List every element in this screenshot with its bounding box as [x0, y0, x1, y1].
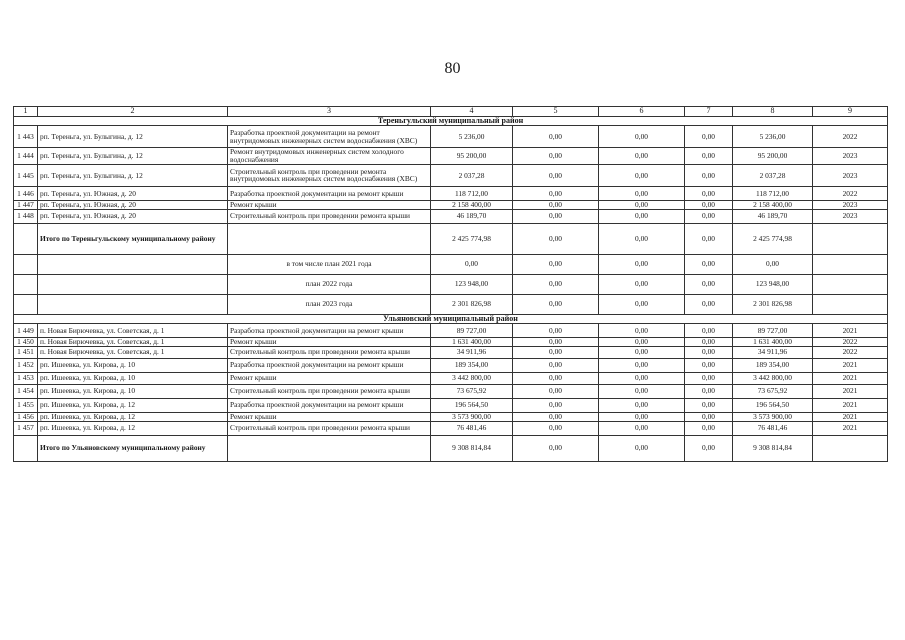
- owner-funds-cell: 2 301 826,98: [733, 294, 813, 314]
- address-cell: рп. Ишеевка, ул. Кирова, д. 10: [38, 358, 228, 372]
- capital-repair-table: [13, 106, 888, 462]
- address-cell: рп. Тереньга, ул. Южная, д. 20: [38, 200, 228, 209]
- year-cell: 2022: [813, 346, 888, 358]
- header-cell: 6: [599, 107, 685, 117]
- owner-funds-cell: 0,00: [733, 254, 813, 274]
- owner-funds-cell: 46 189,70: [733, 209, 813, 223]
- header-cell: 9: [813, 107, 888, 117]
- value-cell: 0,00: [685, 398, 733, 412]
- plan-label: план 2022 года: [228, 274, 431, 294]
- total-cost-cell: 118 712,00: [431, 186, 513, 200]
- value-cell: 0,00: [513, 126, 599, 148]
- value-cell: 0,00: [513, 209, 599, 223]
- owner-funds-cell: 3 573 900,00: [733, 412, 813, 421]
- address-cell: рп. Ишеевка, ул. Кирова, д. 10: [38, 384, 228, 398]
- total-cost-cell: 73 675,92: [431, 384, 513, 398]
- row-number: 1 451: [14, 346, 38, 358]
- year-cell: 2021: [813, 421, 888, 435]
- row-number: 1 448: [14, 209, 38, 223]
- address-cell: рп. Тереньга, ул. Булыгина, д. 12: [38, 126, 228, 148]
- table-body: [14, 107, 888, 462]
- empty-cell: [38, 254, 228, 274]
- header-cell: 1: [14, 107, 38, 117]
- value-cell: 0,00: [513, 421, 599, 435]
- table-row: [14, 412, 888, 421]
- empty-cell: [14, 254, 38, 274]
- value-cell: 0,00: [599, 346, 685, 358]
- owner-funds-cell: 2 037,28: [733, 164, 813, 186]
- value-cell: 0,00: [685, 421, 733, 435]
- value-cell: 0,00: [685, 358, 733, 372]
- total-label: Итого по Ульяновскому муниципальному району: [38, 435, 228, 461]
- work-type-cell: Разработка проектной документации на ремонт крыши: [228, 358, 431, 372]
- work-type-cell: Строительный контроль при проведении ремонта крыши: [228, 209, 431, 223]
- district-title: Тереньгульский муниципальный район: [14, 117, 888, 126]
- plan-label: план 2023 года: [228, 294, 431, 314]
- value-cell: 0,00: [513, 223, 599, 254]
- page-number: 80: [444, 60, 461, 77]
- row-number: 1 456: [14, 412, 38, 421]
- address-cell: рп. Тереньга, ул. Южная, д. 20: [38, 209, 228, 223]
- value-cell: 0,00: [685, 254, 733, 274]
- value-cell: 0,00: [599, 294, 685, 314]
- plan-label: в том числе план 2021 года: [228, 254, 431, 274]
- owner-funds-cell: 2 425 774,98: [733, 223, 813, 254]
- value-cell: 0,00: [513, 372, 599, 384]
- value-cell: 0,00: [513, 294, 599, 314]
- value-cell: 0,00: [599, 223, 685, 254]
- value-cell: 0,00: [599, 421, 685, 435]
- empty-cell: [813, 274, 888, 294]
- value-cell: 0,00: [513, 346, 599, 358]
- value-cell: 0,00: [513, 324, 599, 338]
- year-cell: 2021: [813, 372, 888, 384]
- table-row: [14, 398, 888, 412]
- table-row: [14, 186, 888, 200]
- owner-funds-cell: 34 911,96: [733, 346, 813, 358]
- value-cell: 0,00: [513, 274, 599, 294]
- year-cell: 2023: [813, 209, 888, 223]
- value-cell: 0,00: [599, 274, 685, 294]
- value-cell: 0,00: [599, 358, 685, 372]
- work-type-cell: Разработка проектной документации на ремонт крыши: [228, 324, 431, 338]
- address-cell: рп. Тереньга, ул. Булыгина, д. 12: [38, 148, 228, 165]
- row-number: 1 454: [14, 384, 38, 398]
- table-row: [14, 421, 888, 435]
- work-type-cell: Строительный контроль при проведении ремонта внутридомовых инженерных систем водоснабжения (ХВС): [228, 164, 431, 186]
- total-cost-cell: 46 189,70: [431, 209, 513, 223]
- plan-subtotal-row: [14, 254, 888, 274]
- value-cell: 0,00: [513, 254, 599, 274]
- plan-subtotal-row: [14, 294, 888, 314]
- value-cell: 0,00: [685, 346, 733, 358]
- total-cost-cell: 2 425 774,98: [431, 223, 513, 254]
- owner-funds-cell: 89 727,00: [733, 324, 813, 338]
- owner-funds-cell: 1 631 400,00: [733, 338, 813, 347]
- value-cell: 0,00: [513, 338, 599, 347]
- header-cell: 5: [513, 107, 599, 117]
- row-number: 1 450: [14, 338, 38, 347]
- table-row: [14, 358, 888, 372]
- value-cell: 0,00: [599, 186, 685, 200]
- year-cell: 2021: [813, 384, 888, 398]
- row-number: 1 457: [14, 421, 38, 435]
- table-row: [14, 148, 888, 165]
- value-cell: 0,00: [513, 200, 599, 209]
- value-cell: 0,00: [599, 164, 685, 186]
- owner-funds-cell: 123 948,00: [733, 274, 813, 294]
- year-cell: 2023: [813, 164, 888, 186]
- header-row: [14, 107, 888, 117]
- owner-funds-cell: 5 236,00: [733, 126, 813, 148]
- year-cell: 2022: [813, 126, 888, 148]
- year-cell: 2021: [813, 398, 888, 412]
- table-row: [14, 384, 888, 398]
- work-type-cell: Строительный контроль при проведении ремонта крыши: [228, 384, 431, 398]
- row-number: 1 452: [14, 358, 38, 372]
- year-cell: 2021: [813, 324, 888, 338]
- total-cost-cell: 3 442 800,00: [431, 372, 513, 384]
- work-type-cell: Ремонт внутридомовых инженерных систем холодного водоснабжения: [228, 148, 431, 165]
- value-cell: 0,00: [599, 324, 685, 338]
- work-type-cell: Ремонт крыши: [228, 338, 431, 347]
- total-row: [14, 435, 888, 461]
- owner-funds-cell: 118 712,00: [733, 186, 813, 200]
- work-type-cell: Разработка проектной документации на ремонт внутридомовых инженерных систем водоснабжения (ХВС): [228, 126, 431, 148]
- value-cell: 0,00: [599, 398, 685, 412]
- work-type-cell: Ремонт крыши: [228, 412, 431, 421]
- header-cell: 4: [431, 107, 513, 117]
- value-cell: 0,00: [685, 372, 733, 384]
- value-cell: 0,00: [599, 412, 685, 421]
- year-cell: 2021: [813, 358, 888, 372]
- address-cell: п. Новая Бирючевка, ул. Советская, д. 1: [38, 324, 228, 338]
- year-cell: 2022: [813, 338, 888, 347]
- total-cost-cell: 95 200,00: [431, 148, 513, 165]
- address-cell: п. Новая Бирючевка, ул. Советская, д. 1: [38, 338, 228, 347]
- value-cell: 0,00: [513, 398, 599, 412]
- value-cell: 0,00: [599, 148, 685, 165]
- total-cost-cell: 3 573 900,00: [431, 412, 513, 421]
- total-cost-cell: 196 564,50: [431, 398, 513, 412]
- total-cost-cell: 89 727,00: [431, 324, 513, 338]
- total-cost-cell: 1 631 400,00: [431, 338, 513, 347]
- empty-cell: [38, 294, 228, 314]
- row-number: 1 444: [14, 148, 38, 165]
- value-cell: 0,00: [685, 223, 733, 254]
- district-row: [14, 314, 888, 323]
- work-type-cell: Строительный контроль при проведении ремонта крыши: [228, 346, 431, 358]
- year-cell: 2023: [813, 148, 888, 165]
- owner-funds-cell: 2 158 400,00: [733, 200, 813, 209]
- value-cell: 0,00: [685, 148, 733, 165]
- table-row: [14, 126, 888, 148]
- address-cell: рп. Ишеевка, ул. Кирова, д. 12: [38, 412, 228, 421]
- owner-funds-cell: 76 481,46: [733, 421, 813, 435]
- empty-cell: [813, 254, 888, 274]
- table-row: [14, 346, 888, 358]
- year-cell: 2022: [813, 186, 888, 200]
- district-title: Ульяновский муниципальный район: [14, 314, 888, 323]
- row-number: 1 445: [14, 164, 38, 186]
- value-cell: 0,00: [599, 384, 685, 398]
- total-cost-cell: 76 481,46: [431, 421, 513, 435]
- owner-funds-cell: 189 354,00: [733, 358, 813, 372]
- address-cell: рп. Ишеевка, ул. Кирова, д. 12: [38, 421, 228, 435]
- value-cell: 0,00: [513, 412, 599, 421]
- value-cell: 0,00: [513, 186, 599, 200]
- owner-funds-cell: 73 675,92: [733, 384, 813, 398]
- owner-funds-cell: 196 564,50: [733, 398, 813, 412]
- owner-funds-cell: 95 200,00: [733, 148, 813, 165]
- table-row: [14, 200, 888, 209]
- empty-cell: [813, 223, 888, 254]
- value-cell: 0,00: [685, 324, 733, 338]
- empty-cell: [228, 223, 431, 254]
- total-cost-cell: 2 037,28: [431, 164, 513, 186]
- value-cell: 0,00: [685, 200, 733, 209]
- empty-cell: [228, 435, 431, 461]
- value-cell: 0,00: [685, 126, 733, 148]
- value-cell: 0,00: [599, 254, 685, 274]
- address-cell: п. Новая Бирючевка, ул. Советская, д. 1: [38, 346, 228, 358]
- empty-cell: [813, 294, 888, 314]
- row-number: 1 453: [14, 372, 38, 384]
- header-cell: 3: [228, 107, 431, 117]
- total-cost-cell: 34 911,96: [431, 346, 513, 358]
- total-cost-cell: 9 308 814,84: [431, 435, 513, 461]
- row-number: 1 446: [14, 186, 38, 200]
- value-cell: 0,00: [599, 200, 685, 209]
- value-cell: 0,00: [685, 384, 733, 398]
- owner-funds-cell: 9 308 814,84: [733, 435, 813, 461]
- value-cell: 0,00: [599, 209, 685, 223]
- table-row: [14, 164, 888, 186]
- total-label: Итого по Тереньгульскому муниципальному району: [38, 223, 228, 254]
- empty-cell: [14, 274, 38, 294]
- owner-funds-cell: 3 442 800,00: [733, 372, 813, 384]
- value-cell: 0,00: [685, 294, 733, 314]
- total-cost-cell: 2 301 826,98: [431, 294, 513, 314]
- total-cost-cell: 189 354,00: [431, 358, 513, 372]
- empty-cell: [14, 435, 38, 461]
- empty-cell: [14, 294, 38, 314]
- plan-subtotal-row: [14, 274, 888, 294]
- work-type-cell: Строительный контроль при проведении ремонта крыши: [228, 421, 431, 435]
- row-number: 1 443: [14, 126, 38, 148]
- year-cell: 2021: [813, 412, 888, 421]
- value-cell: 0,00: [685, 274, 733, 294]
- table-row: [14, 209, 888, 223]
- table-row: [14, 372, 888, 384]
- value-cell: 0,00: [599, 372, 685, 384]
- value-cell: 0,00: [685, 412, 733, 421]
- value-cell: 0,00: [513, 148, 599, 165]
- value-cell: 0,00: [513, 384, 599, 398]
- work-type-cell: Разработка проектной документации на ремонт крыши: [228, 186, 431, 200]
- header-cell: 2: [38, 107, 228, 117]
- total-cost-cell: 0,00: [431, 254, 513, 274]
- row-number: 1 449: [14, 324, 38, 338]
- value-cell: 0,00: [513, 164, 599, 186]
- address-cell: рп. Ишеевка, ул. Кирова, д. 12: [38, 398, 228, 412]
- row-number: 1 455: [14, 398, 38, 412]
- address-cell: рп. Ишеевка, ул. Кирова, д. 10: [38, 372, 228, 384]
- work-type-cell: Ремонт крыши: [228, 372, 431, 384]
- total-row: [14, 223, 888, 254]
- value-cell: 0,00: [599, 338, 685, 347]
- value-cell: 0,00: [599, 435, 685, 461]
- header-cell: 7: [685, 107, 733, 117]
- table-row: [14, 338, 888, 347]
- value-cell: 0,00: [685, 338, 733, 347]
- value-cell: 0,00: [685, 164, 733, 186]
- work-type-cell: Ремонт крыши: [228, 200, 431, 209]
- total-cost-cell: 123 948,00: [431, 274, 513, 294]
- value-cell: 0,00: [513, 358, 599, 372]
- value-cell: 0,00: [685, 435, 733, 461]
- work-type-cell: Разработка проектной документации на ремонт крыши: [228, 398, 431, 412]
- value-cell: 0,00: [685, 209, 733, 223]
- empty-cell: [813, 435, 888, 461]
- value-cell: 0,00: [599, 126, 685, 148]
- value-cell: 0,00: [685, 186, 733, 200]
- row-number: 1 447: [14, 200, 38, 209]
- header-cell: 8: [733, 107, 813, 117]
- total-cost-cell: 2 158 400,00: [431, 200, 513, 209]
- total-cost-cell: 5 236,00: [431, 126, 513, 148]
- empty-cell: [38, 274, 228, 294]
- table-row: [14, 324, 888, 338]
- value-cell: 0,00: [513, 435, 599, 461]
- address-cell: рп. Тереньга, ул. Булыгина, д. 12: [38, 164, 228, 186]
- address-cell: рп. Тереньга, ул. Южная, д. 20: [38, 186, 228, 200]
- district-row: [14, 117, 888, 126]
- empty-cell: [14, 223, 38, 254]
- year-cell: 2023: [813, 200, 888, 209]
